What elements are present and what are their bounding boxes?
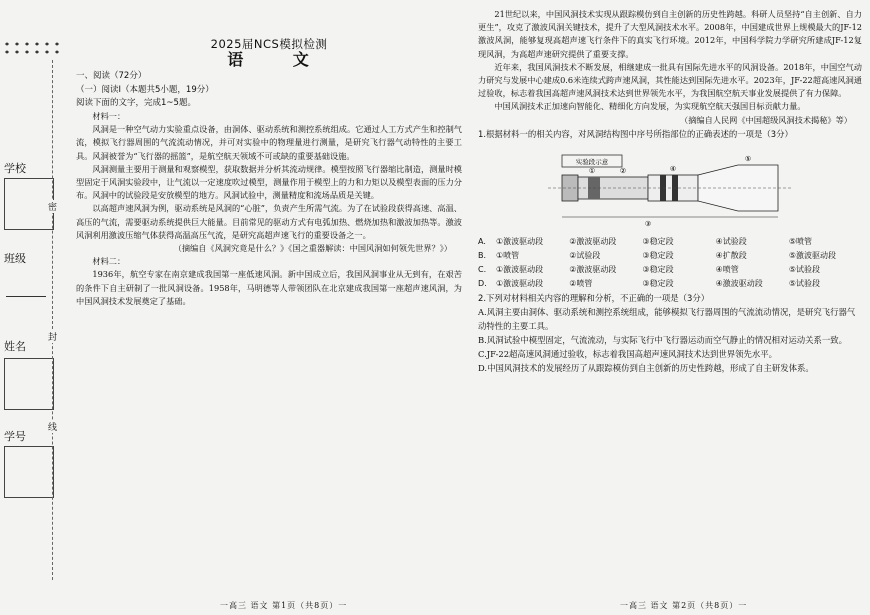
paragraph: 中国风洞技术正加速向智能化、精细化方向发展，为实现航空航天强国目标贡献力量。 xyxy=(494,101,806,112)
subsection-heading: （一）阅读Ⅰ（本题共5小题，19分） xyxy=(76,84,214,95)
dot-pattern xyxy=(2,40,62,56)
binding-margin xyxy=(0,0,72,615)
question-2: 2.下列对材料相关内容的理解和分析，不正确的一项是（3分） xyxy=(478,292,710,303)
number-label: 学号 xyxy=(4,430,26,443)
source-note: （摘编自人民网《中国超级风洞技术揭秘》等） xyxy=(680,114,852,125)
material-label: 材料一： xyxy=(92,111,126,122)
diagram-label: ① xyxy=(588,166,596,175)
source-note: （摘编自《风洞究竟是什么？》《国之重器解读：中国风洞如何领先世界？》） xyxy=(173,243,452,254)
name-field[interactable] xyxy=(4,358,54,410)
school-label: 学校 xyxy=(4,162,26,175)
exam-title: 2025届NCS模拟检测 xyxy=(210,37,328,51)
option-row[interactable]: D. ①激波驱动段 ②喷管 ③稳定段 ④激波驱动段 ⑤试验段 xyxy=(478,278,820,288)
diagram-label: ③ xyxy=(644,219,652,228)
seal-char: 密 xyxy=(48,200,57,213)
seal-line xyxy=(52,60,53,580)
page-footer-left: 一高三 语文 第1页（共8页）一 xyxy=(220,601,348,610)
q1-options xyxy=(478,235,862,291)
name-label: 姓名 xyxy=(4,340,26,353)
paragraph: 近年来，我国风洞技术不断发展，相继建成一批具有国际先进水平的风洞设备。2018年，中国空气动力研究与发展中心建成0.6米连续式跨声速风洞，其性能达到国际先进水平。2023年，JF-22超高速风洞通过验收，标志着我国高超声速风洞技术达到世界领先水平，为我国航空航天事业发展提供了有力保障。 xyxy=(478,61,862,99)
option-row[interactable]: A. ①激波驱动段 ②激波驱动段 ③稳定段 ④试验段 ⑤喷管 xyxy=(478,236,812,246)
q2-option-d[interactable]: D.中国风洞技术的发展经历了从跟踪模仿到自主创新的历史性跨越，形成了自主研发体系。 xyxy=(478,362,814,373)
option-row[interactable]: B. ①喷管 ②试验段 ③稳定段 ④扩散段 ⑤激波驱动段 xyxy=(478,250,836,260)
paragraph: 21世纪以来，中国风洞技术实现从跟踪模仿到自主创新的历史性跨越。科研人员坚持“自主创新、自力更生”，攻克了激波风洞关键技术，提升了大型风洞技术水平。2008年，中国建成世界上规模最大的JF-12激波风洞，能够复现高超声速飞行条件下的真实飞行环境。2012年，中国科学院力学研究所建成JF-12复现风洞，为高超声速研究提供了重要支撑。 xyxy=(478,9,862,59)
school-field[interactable] xyxy=(4,178,54,230)
diagram-label: ② xyxy=(619,166,627,175)
material-label: 材料二： xyxy=(92,256,126,267)
q2-option-b[interactable]: B.风洞试验中模型固定，气流流动，与实际飞行中飞行器运动而空气静止的情况相对运动关系一致。 xyxy=(478,334,847,345)
left-column xyxy=(76,8,462,308)
question-1: 1.根据材料一的相关内容，对风洞结构图中序号所指部位的正确表述的一项是（3分） xyxy=(478,128,793,139)
number-field[interactable] xyxy=(4,446,54,498)
q2-option-c[interactable]: C.JF-22超高速风洞通过验收，标志着我国高超声速风洞技术达到世界领先水平。 xyxy=(478,348,778,359)
instruction: 阅读下面的文字，完成1~5题。 xyxy=(76,97,196,108)
diagram-top-label: 实验段示意 xyxy=(575,157,609,166)
right-column xyxy=(478,8,862,375)
paragraph: 1936年，航空专家在南京建成我国第一座低速风洞。新中国成立后，我国风洞事业从无到有，在艰苦的条件下自主研制了一批风洞设备。1958年，马明德等人带领团队在北京建成我国第一座超声速风洞，为中国风洞技术发展奠定了基础。 xyxy=(76,269,462,306)
wind-tunnel-svg xyxy=(548,145,798,231)
wind-tunnel-diagram xyxy=(548,145,798,231)
diagram-label: ④ xyxy=(669,164,677,173)
seal-char: 线 xyxy=(48,420,57,433)
paragraph: 风洞是一种空气动力实验重点设备，由洞体、驱动系统和测控系统组成。它通过人工方式产生和控制气流，模拟飞行器周围的气流流动情况，并可对实验中的物理量进行测量，是研究飞行器气动特性的主要工具。风洞被誉为“飞行器的摇篮”，是航空航天领域不可或缺的重要基础设施。 xyxy=(76,124,462,161)
diagram-label: ⑤ xyxy=(744,154,752,163)
class-field[interactable] xyxy=(6,296,46,297)
section-heading: 一、阅读（72分） xyxy=(76,71,147,82)
class-label: 班级 xyxy=(4,252,26,265)
option-row[interactable]: C. ①激波驱动段 ②激波驱动段 ③稳定段 ④喷管 ⑤试验段 xyxy=(478,264,820,274)
seal-char: 封 xyxy=(48,330,57,343)
page-footer-right: 一高三 语文 第2页（共8页）一 xyxy=(620,601,748,610)
subject-title: 语 文 xyxy=(227,50,331,70)
paragraph: 风洞测量主要用于测量和观察模型，获取数据并分析其流动规律。模型按照飞行器缩比制造，测量时模型固定于风洞实验段中，让气流以一定速度吹过模型，测量作用于模型上的力和力矩以及模型表面的压力分布。风洞中的试验段是安放模型的地方。风洞试验中，测量精度和流场品质是关键。 xyxy=(76,163,462,201)
q2-option-a[interactable]: A.风洞主要由洞体、驱动系统和测控系统组成，能够模拟飞行器周围的气流流动情况，是研究飞行器气动特性的主要工具。 xyxy=(478,306,856,331)
paragraph: 以高超声速风洞为例，驱动系统是风洞的“心脏”，负责产生所需气流。为了在试验段获得高速、高温、高压的气流，需要驱动系统提供巨大能量。目前常见的驱动方式有电弧加热、燃烧加热和激波加热等。激波风洞利用激波压缩气体获得高温高压气流，是研究高超声速飞行的重要设备之一。 xyxy=(76,203,462,240)
